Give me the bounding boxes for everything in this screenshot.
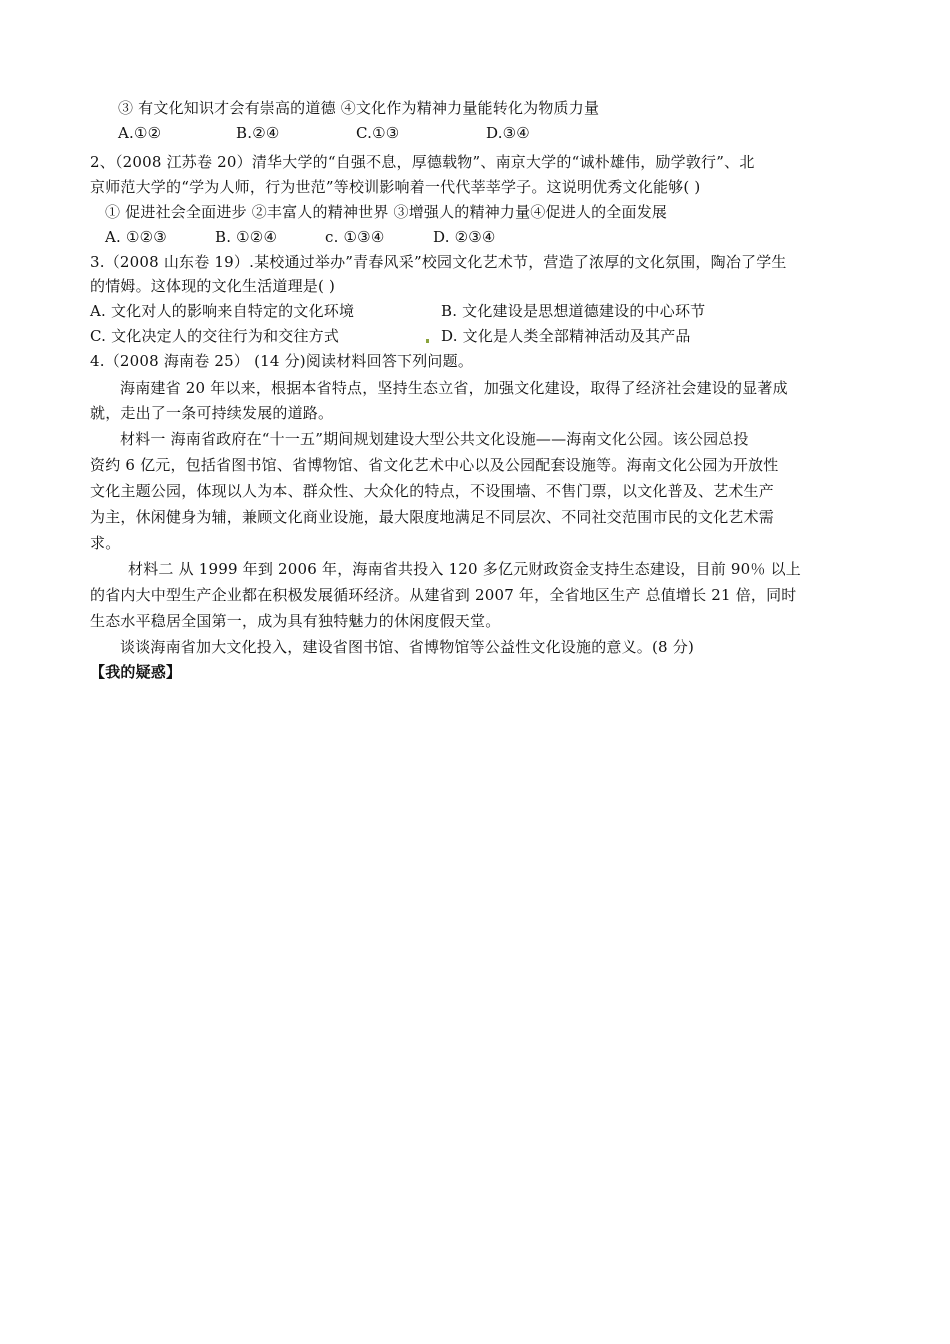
- q4-intro-line2: 就，走出了一条可持续发展的道路。: [90, 404, 334, 422]
- q3-stem-line2: 的情姆。这体现的文化生活道理是( ): [90, 277, 336, 295]
- q3-option-a: A. 文化对人的影响来自特定的文化环境: [90, 302, 355, 320]
- q4-title: 4.（2008 海南卷 25） (14 分)阅读材料回答下列问题。: [90, 352, 474, 370]
- q3-option-b: B. 文化建设是思想道德建设的中心环节: [441, 302, 706, 320]
- q4-material1-line1: 材料一 海南省政府在“十一五”期间规划建设大型公共文化设施——海南文化公园。该公园总投: [120, 430, 749, 448]
- q3-option-c: C. 文化决定人的交往行为和交往方式: [90, 327, 340, 345]
- q2-option-a: A. ①②③: [105, 228, 167, 246]
- q2-stem-line1: 2、（2008 江苏卷 20）清华大学的“自强不息，厚德载物”、南京大学的“诚朴雄伟，励学敦行”、北: [90, 153, 755, 171]
- q4-material1-line4: 为主，休闲健身为辅，兼顾文化商业设施，最大限度地满足不同层次、不同社交范围市民的文化艺术需: [90, 508, 775, 526]
- q4-material2-line2: 的省内大中型生产企业都在积极发展循环经济。从建省到 2007 年，全省地区生产 总值增长 21 倍，同时: [90, 586, 797, 604]
- q3-option-d: D. 文化是人类全部精神活动及其产品: [441, 327, 691, 345]
- q4-material1-line2: 资约 6 亿元，包括省图书馆、省博物馆、省文化艺术中心以及公园配套设施等。海南文化公园为开放性: [90, 456, 779, 474]
- q1-option-d: D.③④: [486, 124, 530, 142]
- q2-option-d: D. ②③④: [433, 228, 496, 246]
- q1-option-b: B.②④: [236, 124, 280, 142]
- q2-options: [105, 227, 605, 247]
- q4-intro-line1: 海南建省 20 年以来，根据本省特点，坚持生态立省，加强文化建设，取得了经济社会建设的显著成: [120, 379, 788, 397]
- q4-material2-line1: 材料二 从 1999 年到 2006 年，海南省共投入 120 多亿元财政资金支持生态建设，目前 90％ 以上: [128, 560, 801, 578]
- q2-option-c: c. ①③④: [325, 228, 385, 246]
- stray-mark: [426, 339, 429, 343]
- q1-statements: ③ 有文化知识才会有崇高的道德 ④文化作为精神力量能转化为物质力量: [118, 99, 600, 117]
- q1-options: [118, 123, 818, 143]
- q2-stem-line2: 京师范大学的“学为人师，行为世范”等校训影响着一代代莘莘学子。这说明优秀文化能够( ): [90, 178, 701, 196]
- q4-material1-line5: 求。: [90, 534, 121, 552]
- q3-stem-line1: 3.（2008 山东卷 19）.某校通过举办”青春风采”校园文化艺术节，营造了浓厚的文化氛围，陶冶了学生: [90, 253, 787, 271]
- q2-statements: ① 促进社会全面进步 ②丰富人的精神世界 ③增强人的精神力量④促进人的全面发展: [105, 203, 668, 221]
- q1-option-a: A.①②: [118, 124, 162, 142]
- doubt-heading: 【我的疑惑】: [90, 663, 182, 681]
- q1-option-c: C.①③: [356, 124, 400, 142]
- q2-option-b: B. ①②④: [215, 228, 278, 246]
- q4-question: 谈谈海南省加大文化投入，建设省图书馆、省博物馆等公益性文化设施的意义。(8 分): [120, 638, 695, 656]
- q4-material1-line3: 文化主题公园，体现以人为本、群众性、大众化的特点，不设围墙、不售门票，以文化普及、艺术生产: [90, 482, 775, 500]
- q4-material2-line3: 生态水平稳居全国第一，成为具有独特魅力的休闲度假天堂。: [90, 612, 501, 630]
